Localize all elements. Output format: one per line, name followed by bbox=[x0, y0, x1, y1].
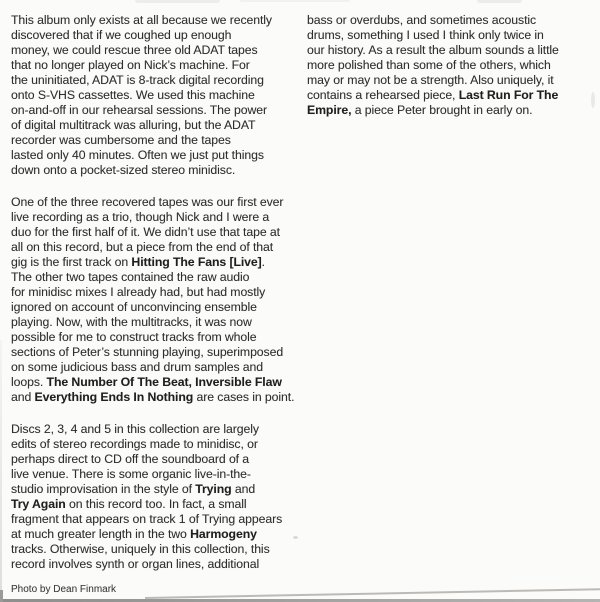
right-text-column bbox=[307, 13, 597, 135]
text-segment: edits of stereo recordings made to minidisc, or bbox=[11, 437, 258, 451]
text-segment: discovered that if we coughed up enough bbox=[11, 28, 232, 42]
text-line bbox=[11, 527, 305, 542]
text-line bbox=[11, 195, 305, 210]
text-segment: lasted only 40 minutes. Often we just put things bbox=[11, 148, 264, 162]
text-segment: of digital multitrack was alluring, but the ADAT bbox=[11, 118, 256, 132]
text-line bbox=[11, 270, 305, 285]
track-title-bold: Everything Ends In Nothing bbox=[34, 390, 194, 404]
text-segment: down onto a pocket-sized stereo minidisc. bbox=[11, 163, 236, 177]
text-line bbox=[307, 103, 597, 118]
text-segment: Discs 2, 3, 4 and 5 in this collection are largely bbox=[11, 422, 259, 436]
track-title-bold: Try Again bbox=[11, 497, 66, 511]
text-segment: our history. As a result the album sounds a little bbox=[307, 43, 559, 57]
text-line bbox=[11, 375, 305, 390]
track-title-bold: Last Run For The bbox=[458, 88, 559, 102]
text-line bbox=[11, 163, 305, 178]
scan-left-edge-shade bbox=[0, 340, 2, 595]
text-line bbox=[11, 512, 305, 527]
track-title-bold: Trying bbox=[195, 482, 232, 496]
text-line bbox=[11, 557, 305, 572]
text-segment: for minidisc mixes I already had, but had mostly bbox=[11, 285, 266, 299]
text-line bbox=[307, 13, 597, 28]
text-segment: One of the three recovered tapes was our first ever bbox=[11, 195, 284, 209]
text-line bbox=[11, 28, 305, 43]
text-segment: and bbox=[11, 390, 35, 404]
text-segment: duo for the first half of it. We didn’t use that tape at bbox=[11, 225, 280, 239]
text-line bbox=[11, 148, 305, 163]
text-line bbox=[11, 210, 305, 225]
text-segment: on some judicious bass and drum samples and bbox=[11, 360, 264, 374]
text-line bbox=[307, 88, 597, 103]
text-segment: contains a rehearsed piece, bbox=[307, 88, 459, 102]
dust-speck bbox=[591, 92, 595, 108]
text-line bbox=[307, 43, 597, 58]
text-segment: drums, something I used I think only twice in bbox=[307, 28, 544, 42]
text-segment: playing. Now, with the multitracks, it was now bbox=[11, 315, 252, 329]
text-line bbox=[307, 73, 597, 88]
text-line bbox=[11, 497, 305, 512]
text-segment: on-and-off in our rehearsal sessions. The power bbox=[11, 103, 267, 117]
text-line bbox=[11, 133, 305, 148]
text-segment: tracks. Otherwise, uniquely in this collection, this bbox=[11, 542, 270, 556]
text-line bbox=[11, 285, 305, 300]
text-segment: at much greater length in the two bbox=[11, 527, 191, 541]
text-line bbox=[11, 452, 305, 467]
text-line bbox=[11, 43, 305, 58]
photo-credit: Photo by Dean Finmark bbox=[11, 584, 117, 595]
left-text-column bbox=[11, 13, 305, 589]
text-segment: bass or overdubs, and sometimes acoustic bbox=[307, 13, 537, 27]
text-segment: all on this record, but a piece from the end of that bbox=[11, 240, 274, 254]
text-segment: on this record too. In fact, a small bbox=[65, 497, 247, 511]
text-line bbox=[11, 467, 305, 482]
text-line bbox=[307, 28, 597, 43]
text-segment: more polished than some of the others, which bbox=[307, 58, 551, 72]
page-edge-line bbox=[145, 589, 600, 599]
text-segment: This album only exists at all because we recently bbox=[11, 13, 272, 27]
text-line bbox=[11, 482, 305, 497]
scan-smudge bbox=[240, 0, 350, 2]
text-line bbox=[11, 73, 305, 88]
text-line bbox=[11, 315, 305, 330]
paragraph bbox=[11, 195, 305, 405]
text-line bbox=[11, 437, 305, 452]
text-line bbox=[11, 330, 305, 345]
text-segment: The other two tapes contained the raw audio bbox=[11, 270, 250, 284]
text-segment: record involves synth or organ lines, additional bbox=[11, 557, 260, 571]
paragraph bbox=[307, 13, 597, 118]
text-line bbox=[11, 255, 305, 270]
text-line bbox=[11, 58, 305, 73]
text-line bbox=[11, 542, 305, 557]
text-line bbox=[11, 13, 305, 28]
text-line bbox=[11, 103, 305, 118]
text-line bbox=[11, 345, 305, 360]
text-segment: . bbox=[261, 255, 265, 269]
scan-smudge bbox=[477, 0, 522, 3]
text-segment: may or may not be a strength. Also uniquely, it bbox=[307, 73, 554, 87]
text-segment: studio improvisation in the style of bbox=[11, 482, 196, 496]
track-title-bold: Inversible Flaw bbox=[195, 375, 282, 389]
track-title-bold: Hitting The Fans [Live] bbox=[131, 255, 262, 269]
text-line bbox=[11, 88, 305, 103]
text-line bbox=[11, 300, 305, 315]
text-segment: recorder was cumbersome and the tapes bbox=[11, 133, 231, 147]
text-segment: and bbox=[231, 482, 256, 496]
text-line bbox=[11, 360, 305, 375]
text-segment: a piece Peter brought in early on. bbox=[351, 103, 533, 117]
track-title-bold: Empire, bbox=[307, 103, 352, 117]
text-line bbox=[11, 422, 305, 437]
dust-speck bbox=[293, 536, 298, 539]
text-segment: the uninitiated, ADAT is 8-track digital recording bbox=[11, 73, 264, 87]
text-segment: possible for me to construct tracks from whole bbox=[11, 330, 257, 344]
track-title-bold: Harmogeny bbox=[190, 527, 257, 541]
paragraph bbox=[11, 422, 305, 572]
text-segment: fragment that appears on track 1 of Trying appears bbox=[11, 512, 283, 526]
text-line bbox=[11, 118, 305, 133]
text-segment: that no longer played on Nick’s machine. For bbox=[11, 58, 250, 72]
text-line bbox=[11, 225, 305, 240]
text-segment: gig is the first track on bbox=[11, 255, 132, 269]
text-segment: money, we could rescue three old ADAT tapes bbox=[11, 43, 258, 57]
text-segment: ignored on account of unconvincing ensemble bbox=[11, 300, 257, 314]
text-segment: sections of Peter’s stunning playing, superimposed bbox=[11, 345, 284, 359]
text-segment: are cases in point. bbox=[193, 390, 295, 404]
text-segment: live venue. There is some organic live-in-the- bbox=[11, 467, 251, 481]
text-segment: onto S-VHS cassettes. We used this machine bbox=[11, 88, 255, 102]
text-segment: loops. bbox=[11, 375, 47, 389]
paragraph bbox=[11, 13, 305, 178]
text-segment: perhaps direct to CD off the soundboard of a bbox=[11, 452, 250, 466]
text-line bbox=[307, 58, 597, 73]
text-segment: live recording as a trio, though Nick and I were a bbox=[11, 210, 270, 224]
text-line bbox=[11, 240, 305, 255]
track-title-bold: The Number Of The Beat, bbox=[46, 375, 192, 389]
scan-smudge bbox=[135, 0, 220, 3]
scan-corner-mark bbox=[0, 590, 3, 602]
text-line bbox=[11, 390, 305, 405]
